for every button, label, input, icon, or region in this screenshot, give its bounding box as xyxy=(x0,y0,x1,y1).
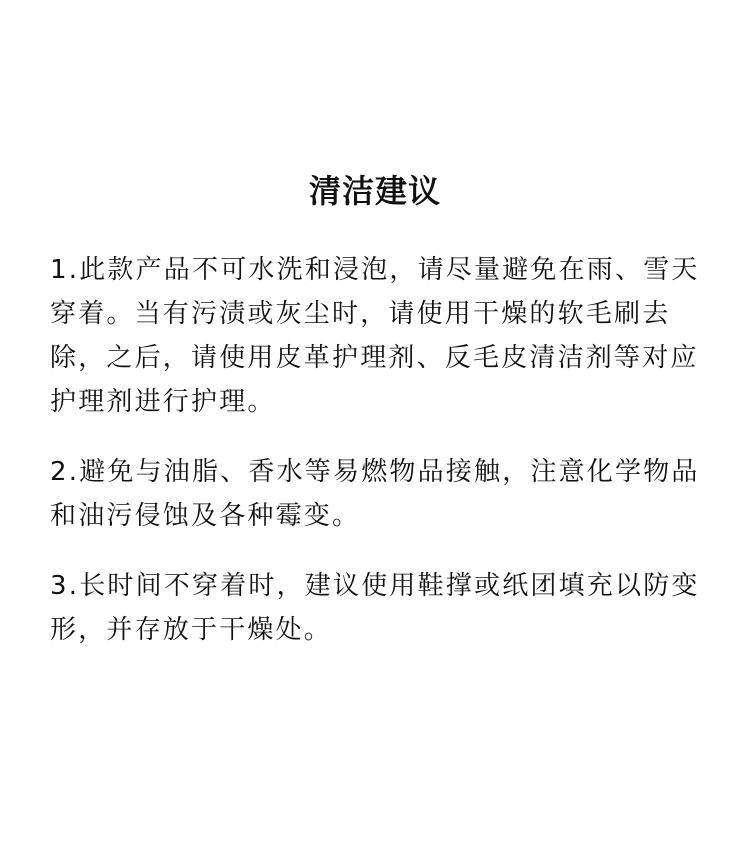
page-title: 清洁建议 xyxy=(308,172,441,211)
instruction-paragraph-2: 2.避免与油脂、香水等易燃物品接触，注意化学物品和油污侵蚀及各种霉变。 xyxy=(50,457,700,531)
instruction-paragraph-3: 3.长时间不穿着时，建议使用鞋撑或纸团填充以防变形，并存放于干燥处。 xyxy=(50,571,700,645)
instructions-body xyxy=(50,248,702,652)
instruction-paragraph-1: 1.此款产品不可水洗和浸泡，请尽量避免在雨、雪天穿着。当有污渍或灰尘时，请使用干燥的软毛刷去除，之后，请使用皮革护理剂、反毛皮清洁剂等对应护理剂进行护理。 xyxy=(50,255,700,417)
